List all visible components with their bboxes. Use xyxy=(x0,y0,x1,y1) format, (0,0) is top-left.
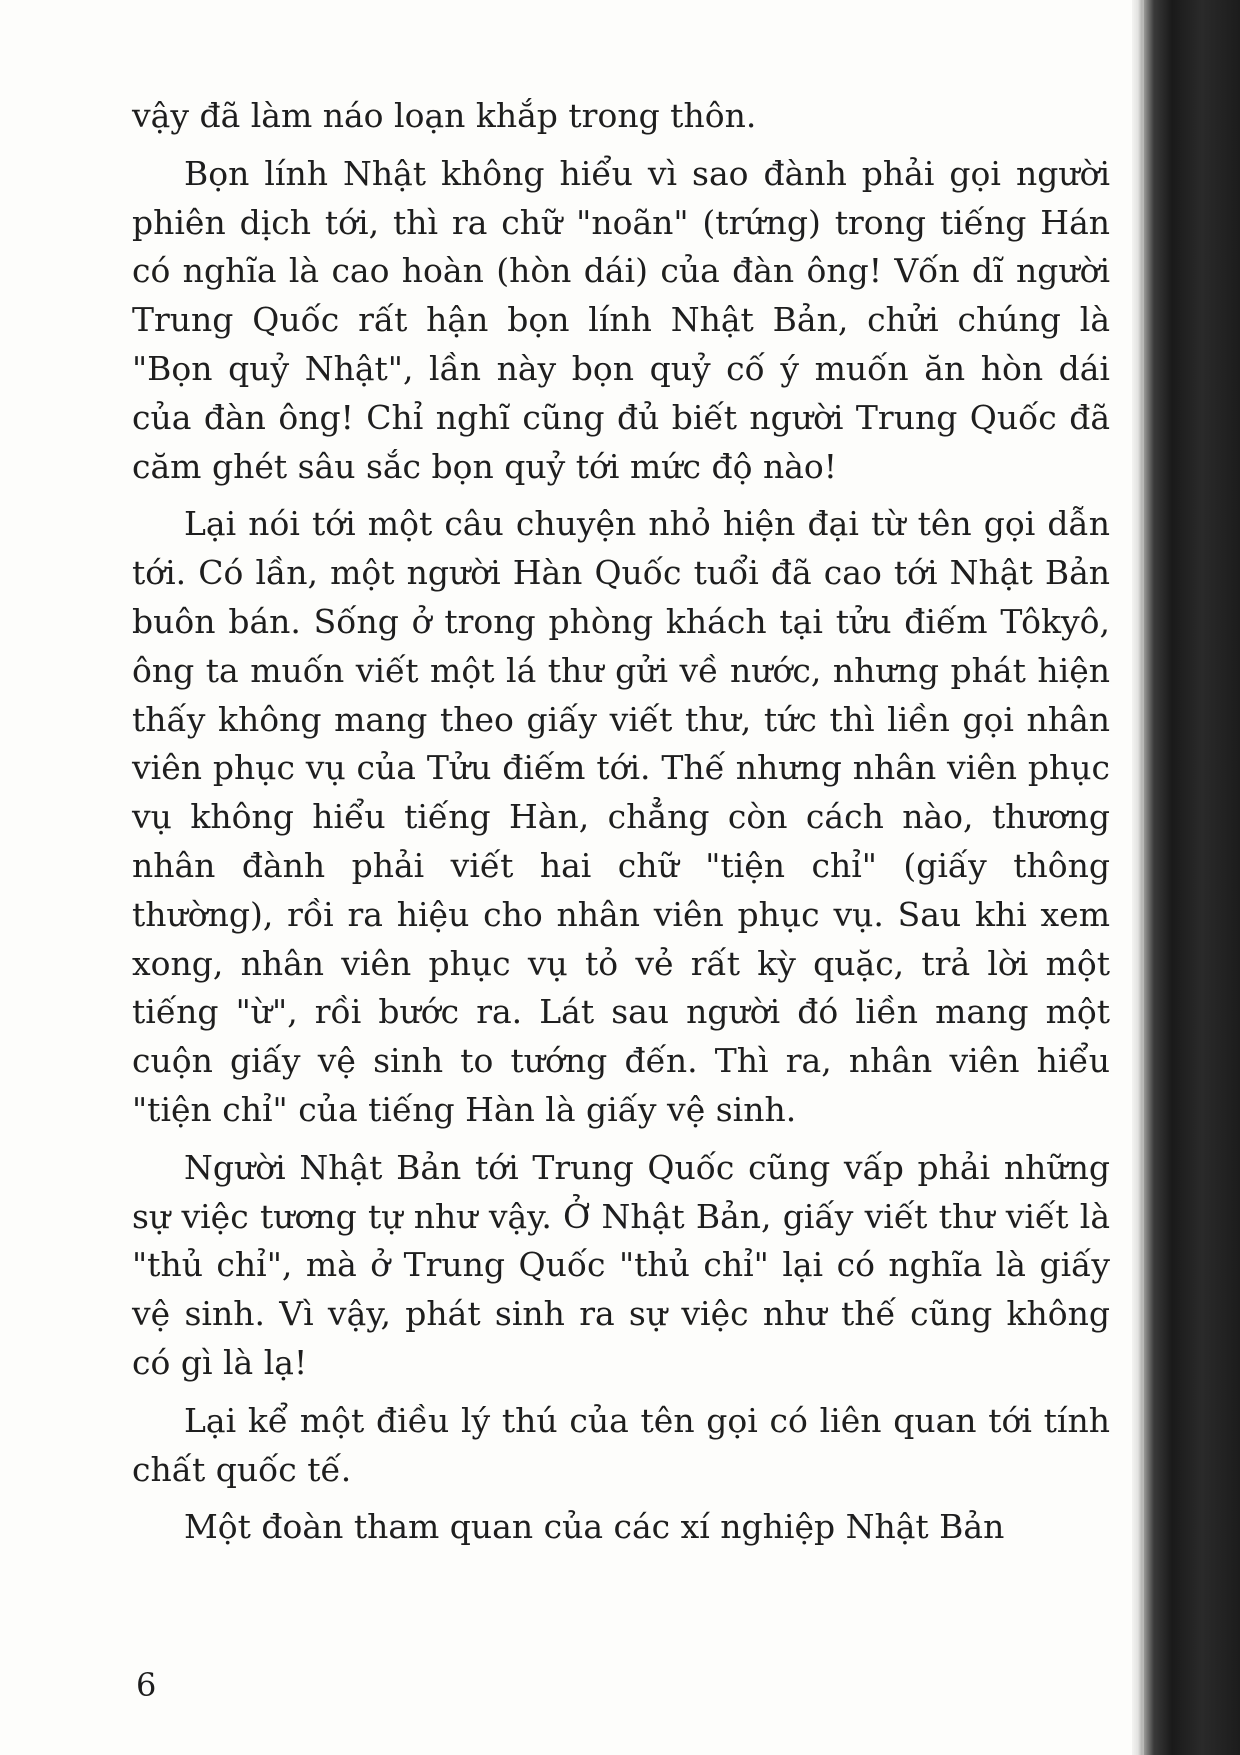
paragraph: Người Nhật Bản tới Trung Quốc cũng vấp phải những sự việc tương tự như vậy. Ở Nhật Bản, giấy viết thư viết là "thủ chỉ", mà ở Trung Quốc "thủ chỉ" lại có nghĩa là giấy vệ sinh. Vì vậy, phát sinh ra sự việc như thế cũng không có gì là lạ! xyxy=(132,1147,1110,1382)
binding-line xyxy=(1141,0,1144,1755)
paragraph: Lại nói tới một câu chuyện nhỏ hiện đại từ tên gọi dẫn tới. Có lần, một người Hàn Quốc tuổi đã cao tới Nhật Bản buôn bán. Sống ở trong phòng khách tại tửu điếm Tôkyô, ông ta muốn viết một lá thư gửi về nước, nhưng phát hiện thấy không mang theo giấy viết thư, tức thì liền gọi nhân viên phục vụ của Tửu điếm tới. Thế nhưng nhân viên phục vụ không hiểu tiếng Hàn, chẳng còn cách nào, thương nhân đành phải viết hai chữ "tiện chỉ" (giấy thông thường), rồi ra hiệu cho nhân viên phục vụ. Sau khi xem xong, nhân viên phục vụ tỏ vẻ rất kỳ quặc, trả lời một tiếng "ừ", rồi bước ra. Lát sau người đó liền mang một cuộn giấy vệ sinh to tướng đến. Thì ra, nhân viên hiểu "tiện chỉ" của tiếng Hàn là giấy vệ sinh. xyxy=(132,504,1110,1129)
book-binding-edge xyxy=(1132,0,1240,1755)
paragraph: Một đoàn tham quan của các xí nghiệp Nhật Bản xyxy=(184,1507,1005,1547)
paragraph: Bọn lính Nhật không hiểu vì sao đành phải gọi người phiên dịch tới, thì ra chữ "noãn" (trứng) trong tiếng Hán có nghĩa là cao hoàn (hòn dái) của đàn ông! Vốn dĩ người Trung Quốc rất hận bọn lính Nhật Bản, chửi chúng là "Bọn quỷ Nhật", lần này bọn quỷ cố ý muốn ăn hòn dái của đàn ông! Chỉ nghĩ cũng đủ biết người Trung Quốc đã căm ghét sâu sắc bọn quỷ tới mức độ nào! xyxy=(132,153,1110,486)
paragraph-continuation: vậy đã làm náo loạn khắp trong thôn. xyxy=(132,96,757,135)
body-text xyxy=(132,92,1110,1561)
paragraph: Lại kể một điều lý thú của tên gọi có liên quan tới tính chất quốc tế. xyxy=(132,1400,1110,1489)
page-number: 6 xyxy=(136,1666,157,1704)
